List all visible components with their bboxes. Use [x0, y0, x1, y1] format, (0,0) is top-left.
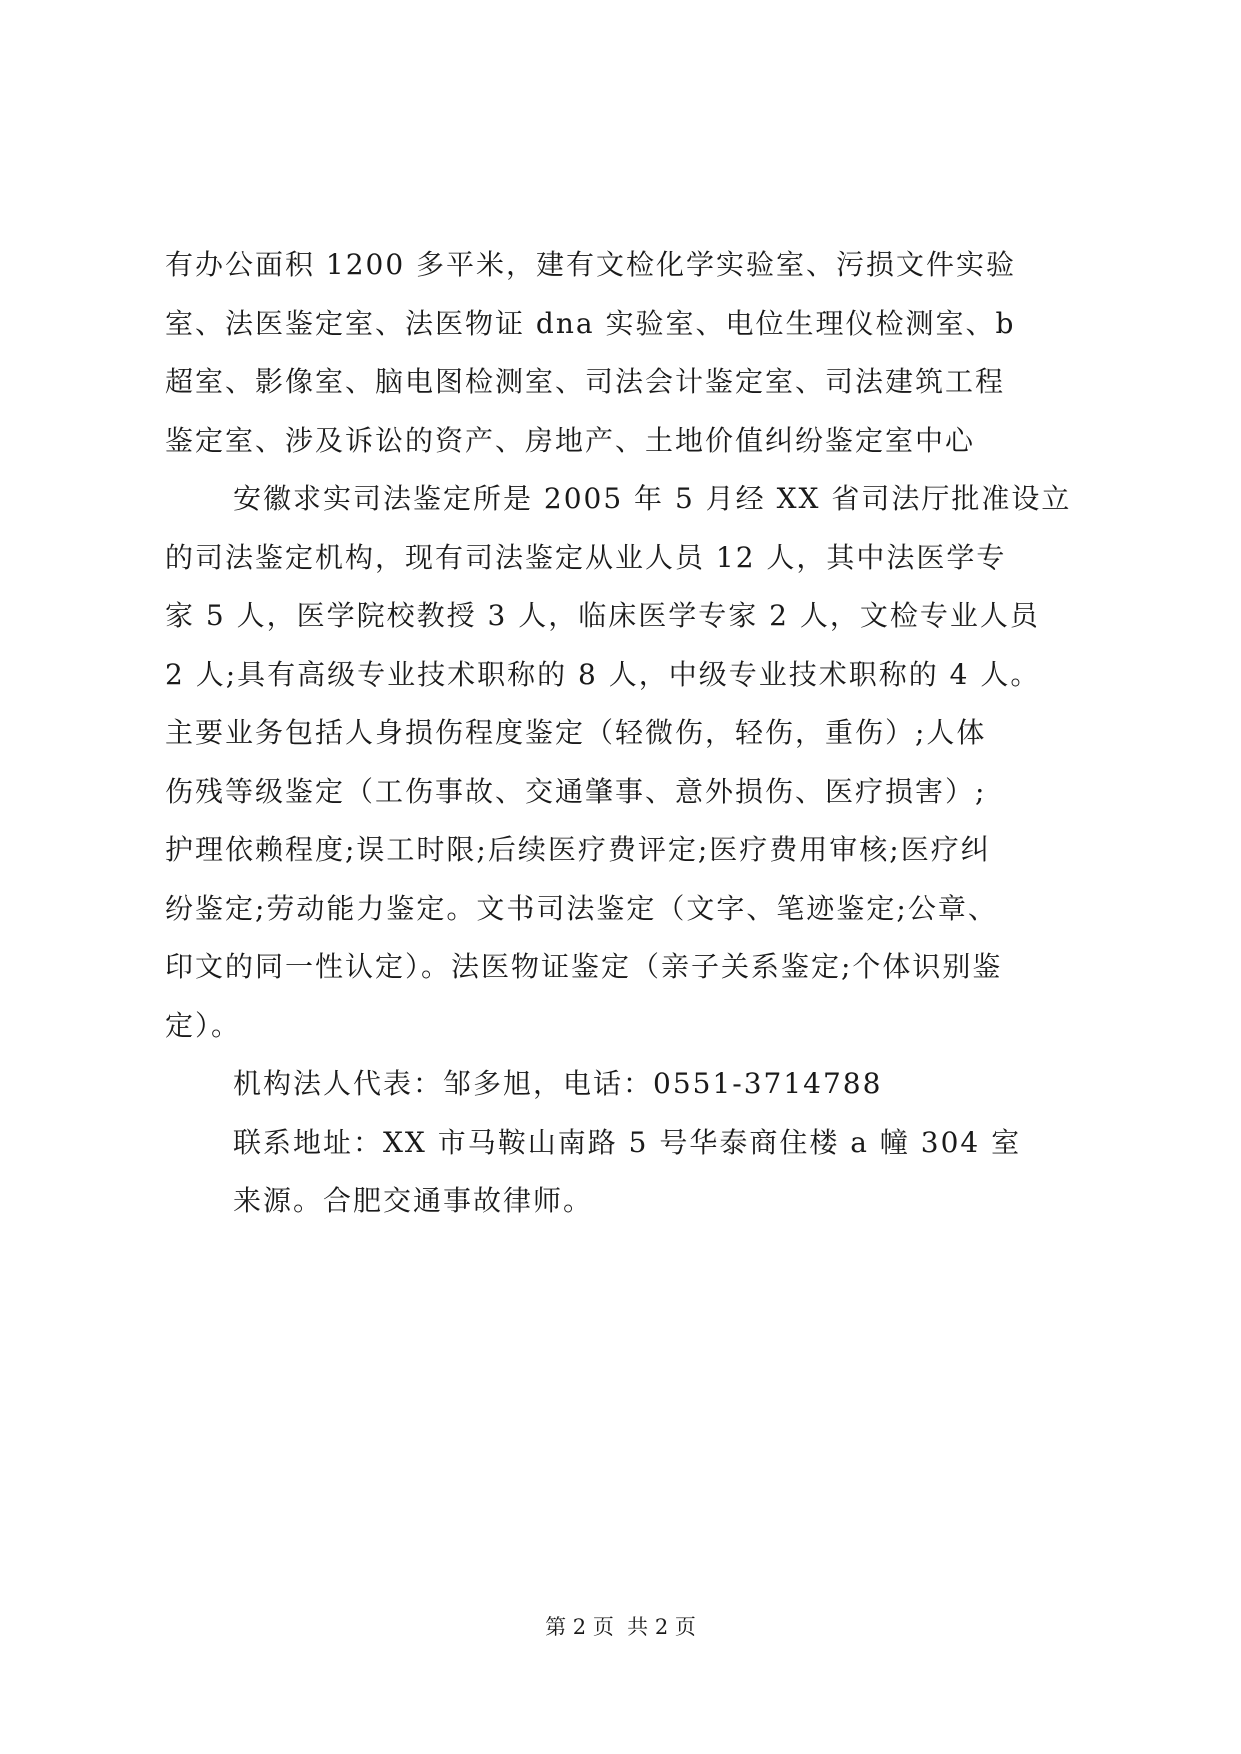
paragraph-line: 的司法鉴定机构，现有司法鉴定从业人员 12 人，其中法医学专: [165, 540, 1007, 574]
paragraph-line: 鉴定室、涉及诉讼的资产、房地产、土地价值纠纷鉴定室中心: [165, 423, 976, 457]
paragraph-line: 室、法医鉴定室、法医物证 dna 实验室、电位生理仪检测室、b: [165, 306, 1016, 340]
paragraph-line: 护理依赖程度;误工时限;后续医疗费评定;医疗费用审核;医疗纠: [165, 833, 991, 866]
document-body: [165, 236, 1085, 1231]
source-line: 来源。合肥交通事故律师。: [233, 1184, 594, 1217]
paragraph-line: 超室、影像室、脑电图检测室、司法会计鉴定室、司法建筑工程: [165, 365, 1006, 398]
paragraph-line: 纷鉴定;劳动能力鉴定。文书司法鉴定（文字、笔迹鉴定;公章、: [165, 891, 998, 925]
paragraph-line: 伤残等级鉴定（工伤事故、交通肇事、意外损伤、医疗损害）;: [165, 774, 987, 808]
paragraph-line: 2 人;具有高级专业技术职称的 8 人，中级专业技术职称的 4 人。: [165, 657, 1041, 691]
paragraph-line: 主要业务包括人身损伤程度鉴定（轻微伤，轻伤，重伤）;人体: [165, 716, 987, 749]
paragraph-institution: [165, 470, 1085, 1055]
page-footer: 第 2 页 共 2 页: [545, 1615, 696, 1639]
paragraph-line: 安徽求实司法鉴定所是 2005 年 5 月经 XX 省司法厅批准设立: [233, 482, 1072, 515]
paragraph-line: 家 5 人，医学院校教授 3 人，临床医学专家 2 人，文检专业人员: [165, 599, 1040, 632]
paragraph-line: 印文的同一性认定）。法医物证鉴定（亲子关系鉴定;个体识别鉴: [165, 950, 1003, 983]
contact-block: [165, 1055, 1085, 1231]
legal-representative-line: 机构法人代表：邹多旭，电话：0551-3714788: [233, 1067, 883, 1100]
paragraph-line: 有办公面积 1200 多平米，建有文检化学实验室、污损文件实验: [165, 248, 1017, 281]
paragraph-line: 定）。: [165, 1008, 242, 1042]
paragraph-facilities: [165, 236, 1085, 470]
contact-address-line: 联系地址：XX 市马鞍山南路 5 号华泰商住楼 a 幢 304 室: [233, 1125, 1022, 1159]
